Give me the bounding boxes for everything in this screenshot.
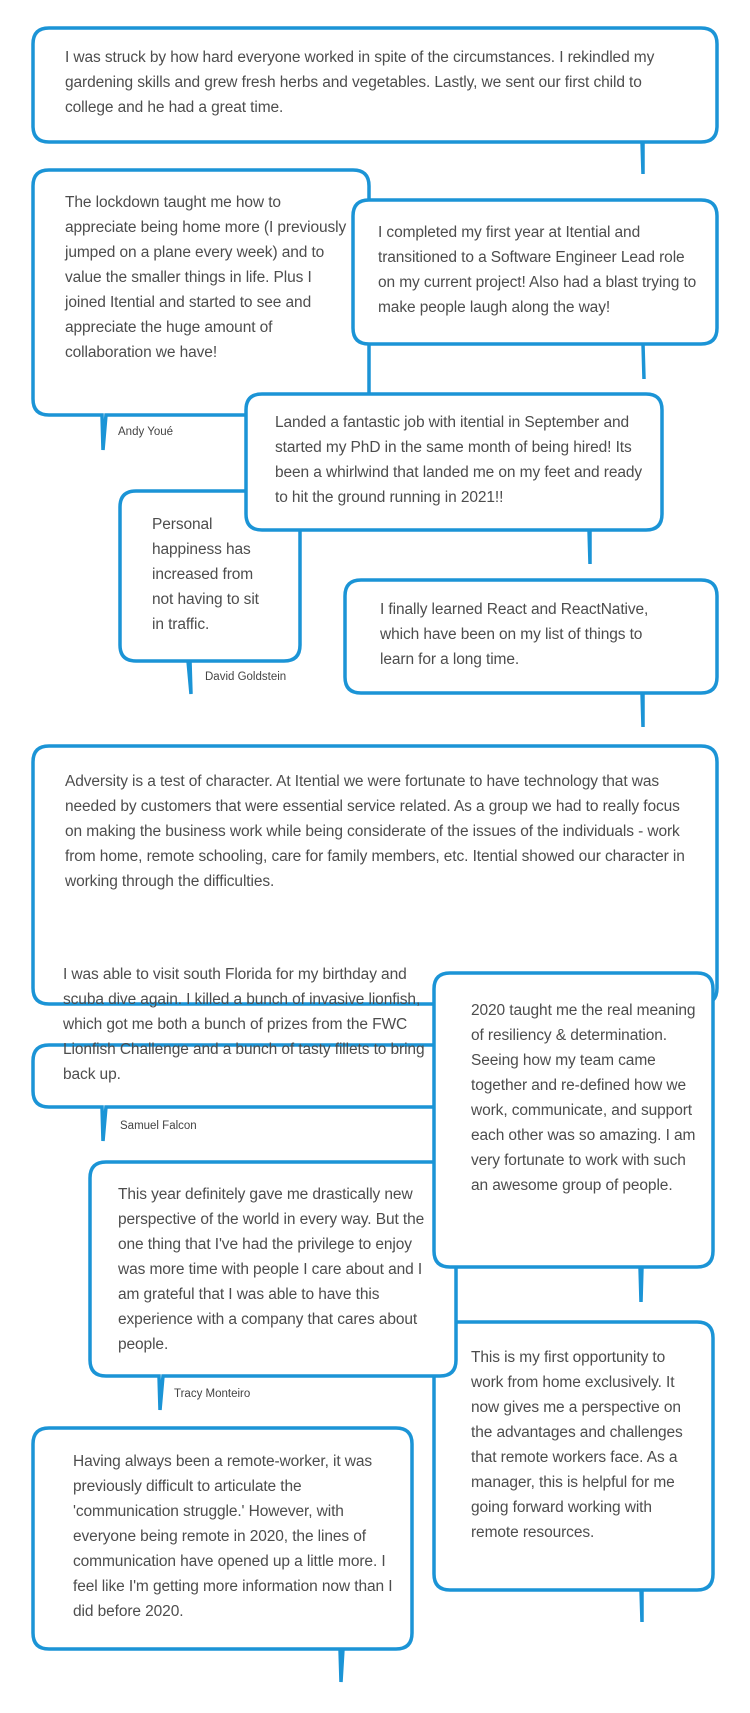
testimonial-quote: I finally learned React and ReactNative, which have been on my list of things to learn for a long time. (380, 601, 649, 668)
testimonial-quote: The lockdown taught me how to appreciate being home more (I previously jumped on a plane every week) and to value the smaller things in life. Plus I joined Itential and started to see and appreciate the huge amount of collaboration we have! (65, 194, 347, 361)
testimonial-quote: I was struck by how hard everyone worked in spite of the circumstances. I rekindled my gardening skills and grew fresh herbs and vegetables. Lastly, we sent our first child to college and he had a great time. (65, 49, 655, 116)
testimonial-quote: This year definitely gave me drastically new perspective of the world in every way. But the one thing that I've had the privilege to enjoy was more time with people I care about and I am grateful that I was able to have this experience with a company that cares about people. (118, 1186, 425, 1353)
testimonial-author: Andy Youé (118, 426, 174, 438)
testimonial-quote: Landed a fantastic job with itential in September and started my PhD in the same month of being hired! Its been a whirlwind that landed me on my feet and ready to hit the ground running in 2021!! (275, 414, 643, 506)
testimonial-quote: Having always been a remote-worker, it was previously difficult to articulate the 'communication struggle.' However, with everyone being remote in 2020, the lines of communication have opened up a little more. I feel like I'm getting more information now than I did before 2020. (73, 1453, 393, 1620)
testimonial-quote: Personal happiness has increased from not having to sit in traffic. (152, 516, 259, 633)
testimonial-author: David Goldstein (205, 671, 287, 683)
testimonial-quote: Adversity is a test of character. At Itential we were fortunate to have technology that was needed by customers that were essential service related. As a group we had to really focus on making the business work while being considerate of the issues of the individuals - work from home, remote schooling, care for family members, etc. Itential showed our character in working through the difficulties. (65, 773, 685, 890)
testimonial-quote: I was able to visit south Florida for my birthday and scuba dive again. I killed a bunch of invasive lionfish, which got me both a bunch of prizes from the FWC Lionfish Challenge and a bunch of tasty fillets to bring back up. (63, 966, 425, 1083)
testimonial-quote: 2020 taught me the real meaning of resiliency & determination. Seeing how my team came together and re-defined how we work, communicate, and support each other was so amazing. I am very fortunate to work with such an awesome group of people. (471, 1002, 696, 1194)
testimonial-author: Tracy Monteiro (174, 1388, 251, 1400)
testimonial-quote: This is my first opportunity to work from home exclusively. It now gives me a perspective on the advantages and challenges that remote workers face. As a manager, this is helpful for me going forward working with remote resources. (471, 1349, 683, 1541)
testimonial-quote: I completed my first year at Itential and transitioned to a Software Engineer Lead role on my current project! Also had a blast trying to make people laugh along the way! (378, 224, 697, 316)
testimonial-author: Samuel Falcon (120, 1120, 197, 1132)
